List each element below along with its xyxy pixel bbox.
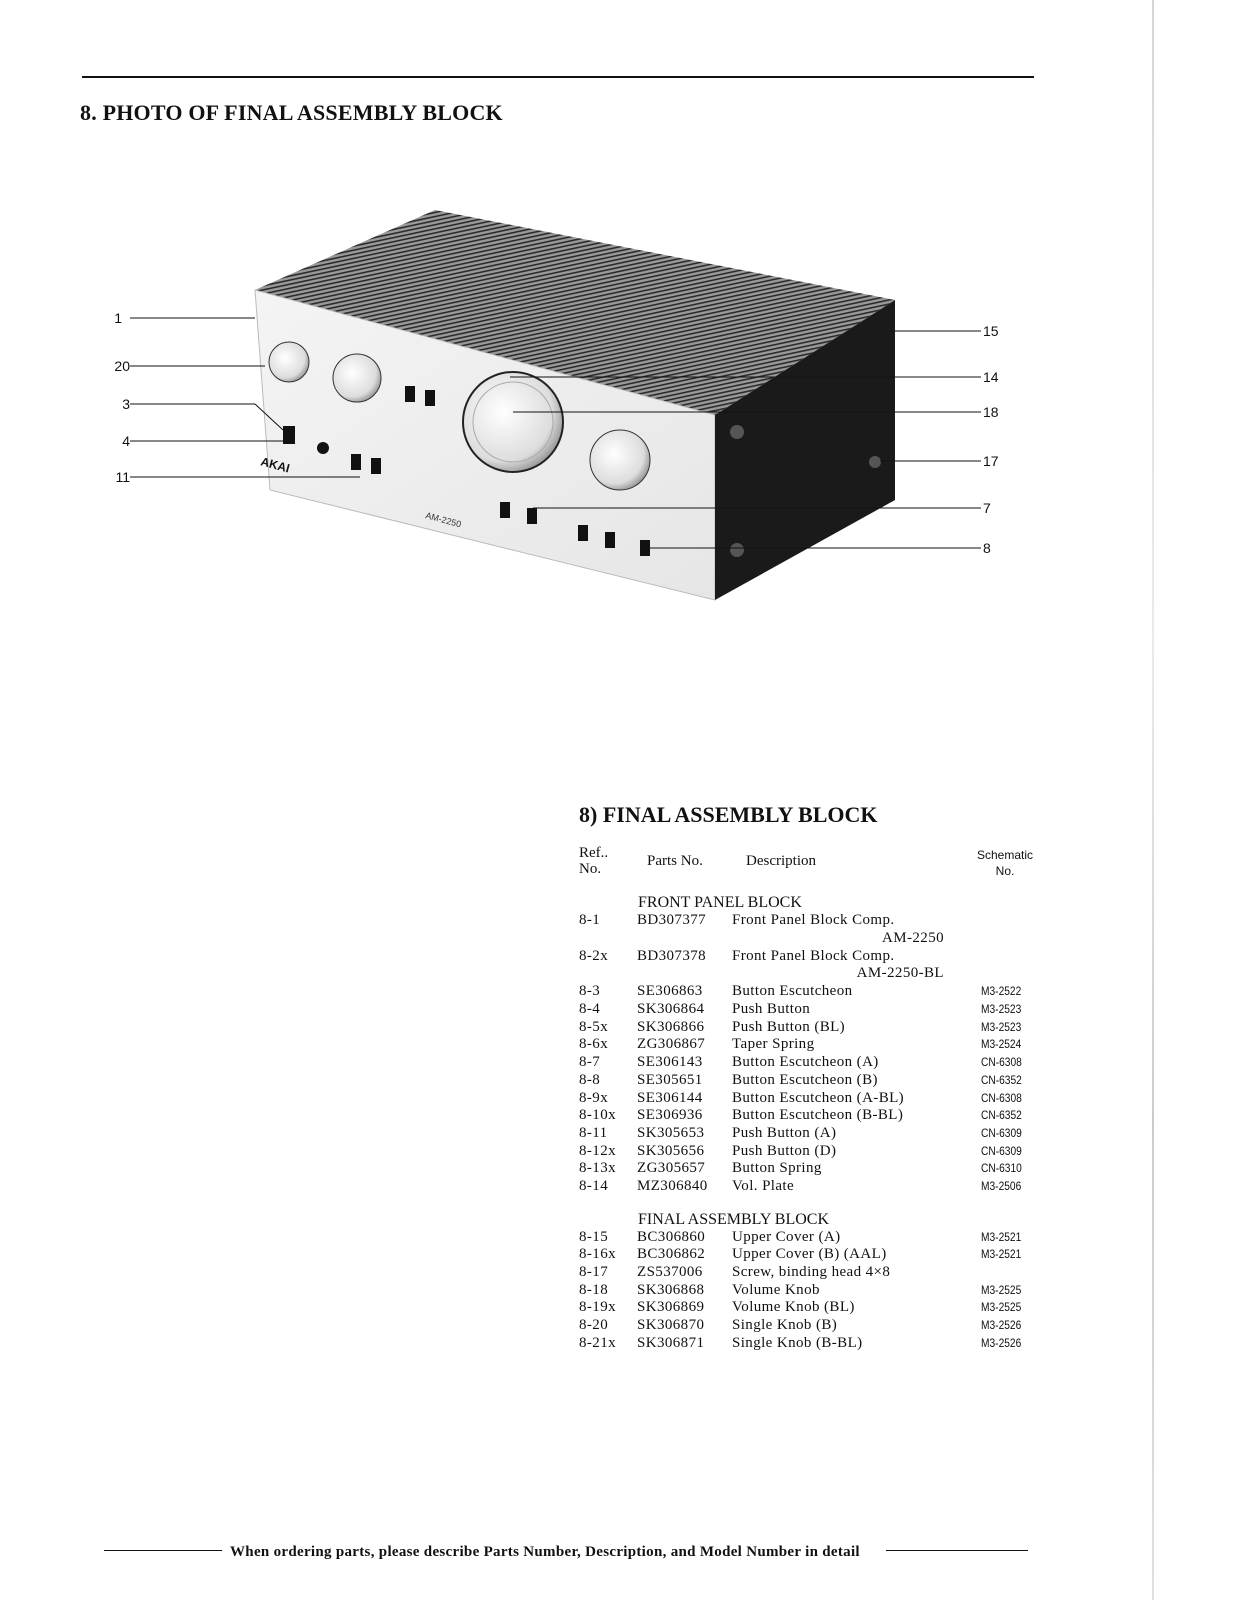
ref-number: 8-21x	[579, 1334, 616, 1351]
ref-number: 8-2x	[579, 947, 609, 964]
ref-number: 8-13x	[579, 1160, 616, 1177]
schematic-number: M3-2526	[981, 1335, 1022, 1350]
ref-number: 8-14	[579, 1177, 609, 1194]
schematic-number: M3-2521	[981, 1229, 1022, 1244]
callout-right-14: 14	[983, 369, 999, 385]
model-variant: AM-2250-BL	[856, 965, 944, 982]
ref-number: 8-19x	[579, 1299, 616, 1316]
ref-number: 8-3	[579, 983, 601, 1000]
table-row	[579, 983, 1039, 1001]
parts-table-header	[579, 845, 1039, 885]
table-row	[579, 1125, 1039, 1143]
schematic-number: CN-6308	[981, 1090, 1022, 1105]
part-description: Push Button (BL)	[732, 1018, 846, 1035]
page-title: 8. PHOTO OF FINAL ASSEMBLY BLOCK	[80, 100, 503, 125]
ref-number: 8-5x	[579, 1018, 609, 1035]
part-number: SE306144	[637, 1089, 703, 1106]
part-number: SE306863	[637, 983, 703, 1000]
table-row	[579, 1335, 1039, 1353]
section-title: 8) FINAL ASSEMBLY BLOCK	[579, 802, 878, 827]
group-title: FINAL ASSEMBLY BLOCK	[638, 1210, 830, 1228]
schematic-number: M3-2506	[981, 1178, 1022, 1193]
balance-knob-icon	[590, 430, 650, 490]
col-header-parts: Parts No.	[647, 853, 703, 869]
table-row-subline	[579, 930, 1039, 948]
part-number: SK306870	[637, 1317, 705, 1334]
table-row	[579, 1317, 1039, 1335]
schematic-number: M3-2525	[981, 1300, 1022, 1315]
part-description: Button Escutcheon (A-BL)	[732, 1089, 905, 1106]
callout-right-7: 7	[983, 500, 991, 516]
part-description: Single Knob (B-BL)	[732, 1334, 863, 1351]
top-rule	[82, 76, 1034, 78]
part-number: SK305656	[637, 1142, 705, 1159]
part-number: ZS537006	[637, 1264, 703, 1280]
ref-number: 8-4	[579, 1001, 601, 1018]
table-row	[579, 1054, 1039, 1072]
part-description: Push Button (D)	[732, 1142, 837, 1159]
col-header-schematic: Schematic No.	[977, 848, 1034, 878]
ref-number: 8-18	[579, 1281, 609, 1298]
schematic-number: CN-6309	[981, 1143, 1022, 1158]
part-number: ZG306867	[637, 1036, 706, 1053]
part-description: Single Knob (B)	[732, 1317, 838, 1334]
part-number: MZ306840	[637, 1177, 708, 1194]
ref-number: 8-17	[579, 1264, 609, 1280]
table-row	[579, 912, 1039, 930]
treble-knob-icon	[333, 354, 381, 402]
schematic-number: CN-6352	[981, 1108, 1022, 1123]
table-row	[579, 1229, 1039, 1247]
schematic-number: CN-6352	[981, 1072, 1022, 1087]
table-row	[579, 1107, 1039, 1125]
part-description: Push Button (A)	[732, 1124, 837, 1141]
part-number: SK306868	[637, 1281, 705, 1298]
col-header-description: Description	[746, 853, 816, 869]
part-description: Push Button	[732, 1001, 811, 1018]
part-description: Volume Knob	[732, 1281, 820, 1298]
table-row	[579, 1143, 1039, 1161]
table-row	[579, 948, 1039, 966]
ref-number: 8-8	[579, 1071, 601, 1088]
ref-number: 8-12x	[579, 1142, 616, 1159]
schematic-number: M3-2523	[981, 1019, 1022, 1034]
part-description: Button Escutcheon	[732, 983, 853, 1000]
model-label: AM-2250	[424, 510, 463, 530]
callout-left-3: 3	[122, 396, 130, 412]
schematic-number: M3-2524	[981, 1037, 1022, 1052]
part-number: SK306869	[637, 1299, 705, 1316]
ref-number: 8-16x	[579, 1246, 616, 1263]
table-row	[579, 1036, 1039, 1054]
model-variant: AM-2250	[882, 929, 944, 946]
ref-number: 8-20	[579, 1317, 609, 1334]
schematic-number: M3-2522	[981, 984, 1022, 999]
col-header-ref: Ref.. No.	[579, 845, 609, 877]
part-number: SK306871	[637, 1334, 705, 1351]
ref-number: 8-6x	[579, 1036, 609, 1053]
phones-jack-icon	[317, 442, 329, 454]
footer-text: When ordering parts, please describe Parts Number, Description, and Model Number in detail	[230, 1544, 860, 1560]
ref-number: 8-1	[579, 912, 601, 928]
part-description: Front Panel Block Comp.	[732, 947, 895, 964]
brand-label: AKAI	[259, 454, 292, 476]
table-row	[579, 1178, 1039, 1196]
part-description: Front Panel Block Comp.	[732, 912, 895, 928]
ref-number: 8-9x	[579, 1089, 609, 1106]
schematic-number: M3-2525	[981, 1282, 1022, 1297]
part-number: SE306143	[637, 1054, 703, 1071]
ref-number: 8-11	[579, 1124, 608, 1141]
table-row	[579, 1072, 1039, 1090]
ref-number: 8-10x	[579, 1107, 616, 1124]
schematic-number: M3-2526	[981, 1318, 1022, 1333]
table-row	[579, 1090, 1039, 1108]
callout-right-18: 18	[983, 404, 999, 420]
parts-table	[579, 893, 1039, 1352]
schematic-number: M3-2523	[981, 1002, 1022, 1017]
part-number: SK305653	[637, 1124, 705, 1141]
part-description: Button Escutcheon (B-BL)	[732, 1107, 904, 1124]
schematic-number: CN-6310	[981, 1161, 1022, 1176]
table-row	[579, 1299, 1039, 1317]
part-description: Button Escutcheon (B)	[732, 1071, 878, 1088]
part-description: Taper Spring	[732, 1036, 815, 1053]
callout-right-17: 17	[983, 453, 999, 469]
power-button-icon	[283, 426, 295, 444]
callout-left-11: 11	[115, 469, 130, 485]
callout-right-15: 15	[983, 323, 999, 339]
table-row	[579, 1019, 1039, 1037]
ref-number: 8-7	[579, 1054, 601, 1071]
part-number: BC306860	[637, 1228, 706, 1245]
part-description: Button Spring	[732, 1160, 822, 1177]
callout-left-20: 20	[114, 358, 130, 374]
callout-left-4: 4	[122, 433, 130, 449]
part-description: Upper Cover (B) (AAL)	[732, 1246, 887, 1263]
part-description: Button Escutcheon (A)	[732, 1054, 879, 1071]
bass-knob-icon	[269, 342, 309, 382]
part-number: BC306862	[637, 1246, 706, 1263]
callout-right-8: 8	[983, 540, 991, 556]
part-number: BD307378	[637, 947, 707, 964]
table-row-subline	[579, 965, 1039, 983]
table-row	[579, 1246, 1039, 1264]
table-row	[579, 1264, 1039, 1282]
group-title: FRONT PANEL BLOCK	[638, 894, 802, 911]
table-row	[579, 1001, 1039, 1019]
part-number: SK306864	[637, 1001, 705, 1018]
part-number: SE306936	[637, 1107, 703, 1124]
part-number: SE305651	[637, 1071, 703, 1088]
schematic-number: M3-2521	[981, 1247, 1022, 1262]
volume-knob-icon	[463, 372, 563, 472]
callout-left-1: 1	[114, 310, 122, 326]
group-gap	[579, 1196, 1039, 1210]
table-row	[579, 1282, 1039, 1300]
part-description: Upper Cover (A)	[732, 1228, 841, 1245]
schematic-number: CN-6309	[981, 1125, 1022, 1140]
amplifier-photo	[105, 200, 1025, 620]
page-edge-shadow	[1152, 0, 1154, 1600]
part-description: Vol. Plate	[732, 1177, 795, 1194]
ref-number: 8-15	[579, 1228, 609, 1245]
part-number: ZG305657	[637, 1160, 706, 1177]
part-number: SK306866	[637, 1018, 705, 1035]
schematic-number: CN-6308	[981, 1055, 1022, 1070]
part-description: Volume Knob (BL)	[732, 1299, 855, 1316]
footer	[104, 1538, 1028, 1562]
part-description: Screw, binding head 4×8	[732, 1264, 891, 1280]
part-number: BD307377	[637, 912, 707, 928]
table-row	[579, 1160, 1039, 1178]
